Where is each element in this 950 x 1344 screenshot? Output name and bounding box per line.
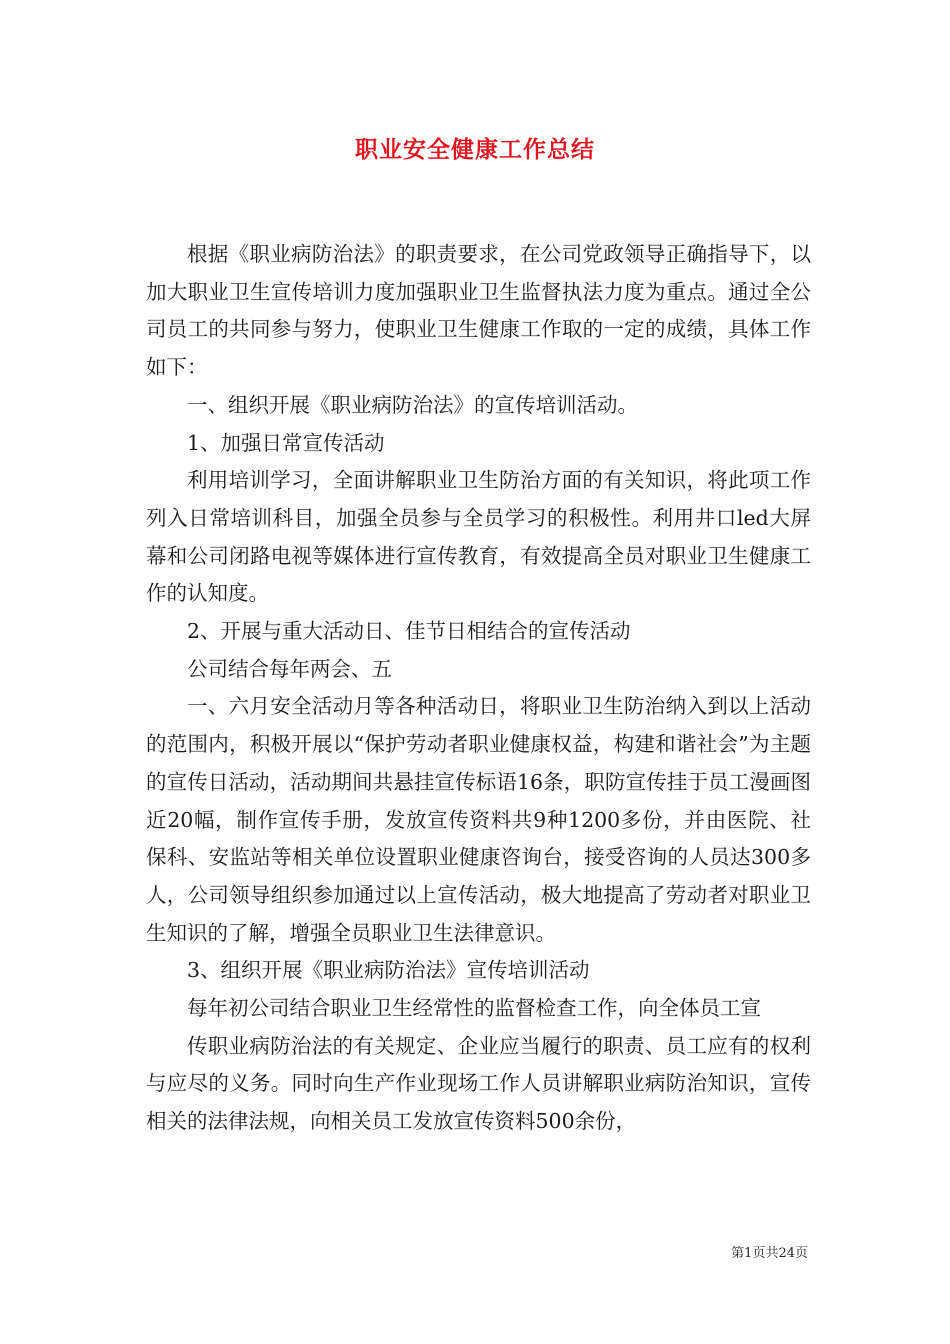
subsection-heading: 1、加强日常宣传活动 — [187, 430, 385, 455]
subsection-heading: 3、组织开展《职业病防治法》宣传培训活动 — [187, 958, 590, 983]
subsection-heading: 2、开展与重大活动日、佳节日相结合的宣传活动 — [187, 619, 631, 644]
page-footer: 第1页共24页 — [731, 1246, 808, 1261]
document-title: 职业安全健康工作总结 — [355, 136, 595, 163]
document-body — [146, 236, 811, 1141]
paragraph: 公司结合每年两会、五 — [187, 656, 392, 681]
paragraph: 传职业病防治法的有关规定、企业应当履行的职责、员工应有的权利与应尽的义务。同时向生产作业现场工作人员讲解职业病防治知识，宣传相关的法律法规，向相关员工发放宣传资料500余份， — [146, 1033, 811, 1134]
paragraph: 利用培训学习，全面讲解职业卫生防治方面的有关知识，将此项工作列入日常培训科目，加强全员参与全员学习的积极性。利用井口led大屏幕和公司闭路电视等媒体进行宣传教育，有效提高全员对职业卫生健康工作的认知度。 — [146, 468, 811, 606]
paragraph: 每年初公司结合职业卫生经常性的监督检查工作，向全体员工宣 — [187, 996, 761, 1021]
section-heading: 一、组织开展《职业病防治法》的宣传培训活动。 — [187, 392, 638, 417]
paragraph: 一、六月安全活动月等各种活动日，将职业卫生防治纳入到以上活动的范围内，积极开展以“保护劳动者职业健康权益，构建和谐社会”为主题的宣传日活动，活动期间共悬挂宣传标语16条，职防宣传挂于员工漫画图近20幅，制作宣传手册，发放宣传资料共9种1200多份，并由医院、社保科、安监站等相关单位设置职业健康咨询台，接受咨询的人员达300多人，公司领导组织参加通过以上宣传活动，极大地提高了劳动者对职业卫生知识的了解，增强全员职业卫生法律意识。 — [146, 694, 811, 945]
paragraph: 根据《职业病防治法》的职责要求，在公司党政领导正确指导下，以加大职业卫生宣传培训力度加强职业卫生监督执法力度为重点。通过全公司员工的共同参与努力，使职业卫生健康工作取的一定的成绩，具体工作如下： — [146, 242, 811, 380]
